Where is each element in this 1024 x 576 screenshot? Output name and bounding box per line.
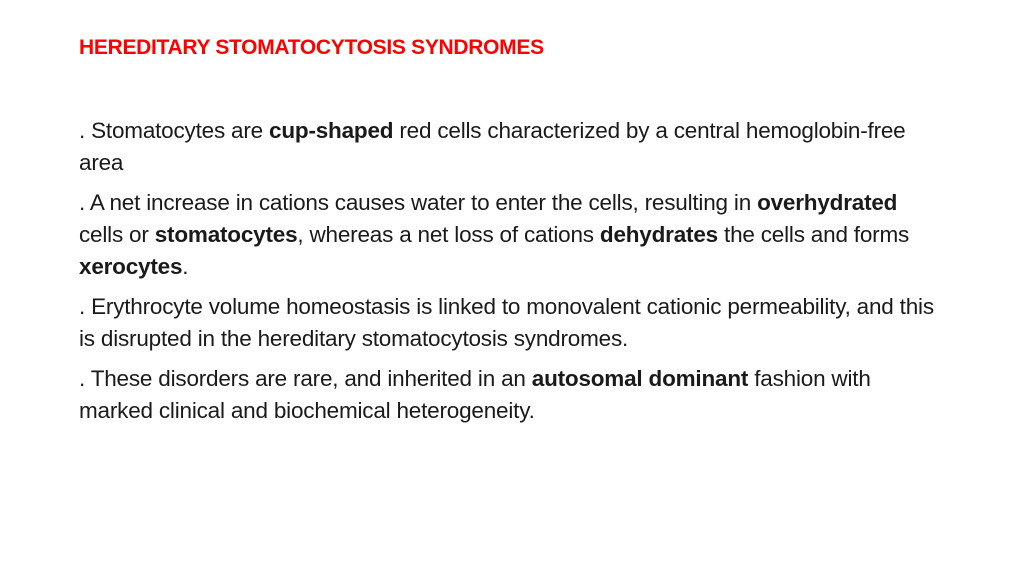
bold-term-stomatocytes: stomatocytes (154, 222, 298, 247)
bold-term-xerocytes: xerocytes (79, 254, 183, 279)
slide-title: HEREDITARY STOMATOCYTOSIS SYNDROMES (79, 36, 544, 59)
text-segment: . Erythrocyte volume homeostasis is linked to monovalent cationic permeability, and this is disrupted in the hereditary stomatocytosis syndromes. (79, 294, 934, 351)
slide-body (79, 115, 964, 427)
text-segment: fashion with marked clinical and biochemical heterogeneity. (79, 366, 871, 423)
text-segment: the cells and forms (717, 222, 910, 247)
text-segment: cells or (79, 222, 155, 247)
bold-term-cup-shaped: cup-shaped (269, 118, 394, 143)
bold-term-autosomal-dominant: autosomal dominant (531, 366, 749, 391)
text-segment: red cells characterized by a central hemoglobin-free area (79, 118, 906, 175)
bold-term-dehydrates: dehydrates (599, 222, 718, 247)
bullet-paragraph-1 (79, 115, 939, 179)
text-segment: , whereas a net loss of cations (297, 222, 600, 247)
bullet-paragraph-3 (79, 291, 939, 355)
bullet-paragraph-4 (79, 363, 939, 427)
text-segment: . These disorders are rare, and inherited in an (79, 366, 532, 391)
text-segment: . A net increase in cations causes water to enter the cells, resulting in (79, 190, 758, 215)
bullet-paragraph-2 (79, 187, 939, 283)
text-segment: . (182, 254, 189, 279)
bold-term-overhydrated: overhydrated (757, 190, 898, 215)
text-segment: . Stomatocytes are (79, 118, 270, 143)
